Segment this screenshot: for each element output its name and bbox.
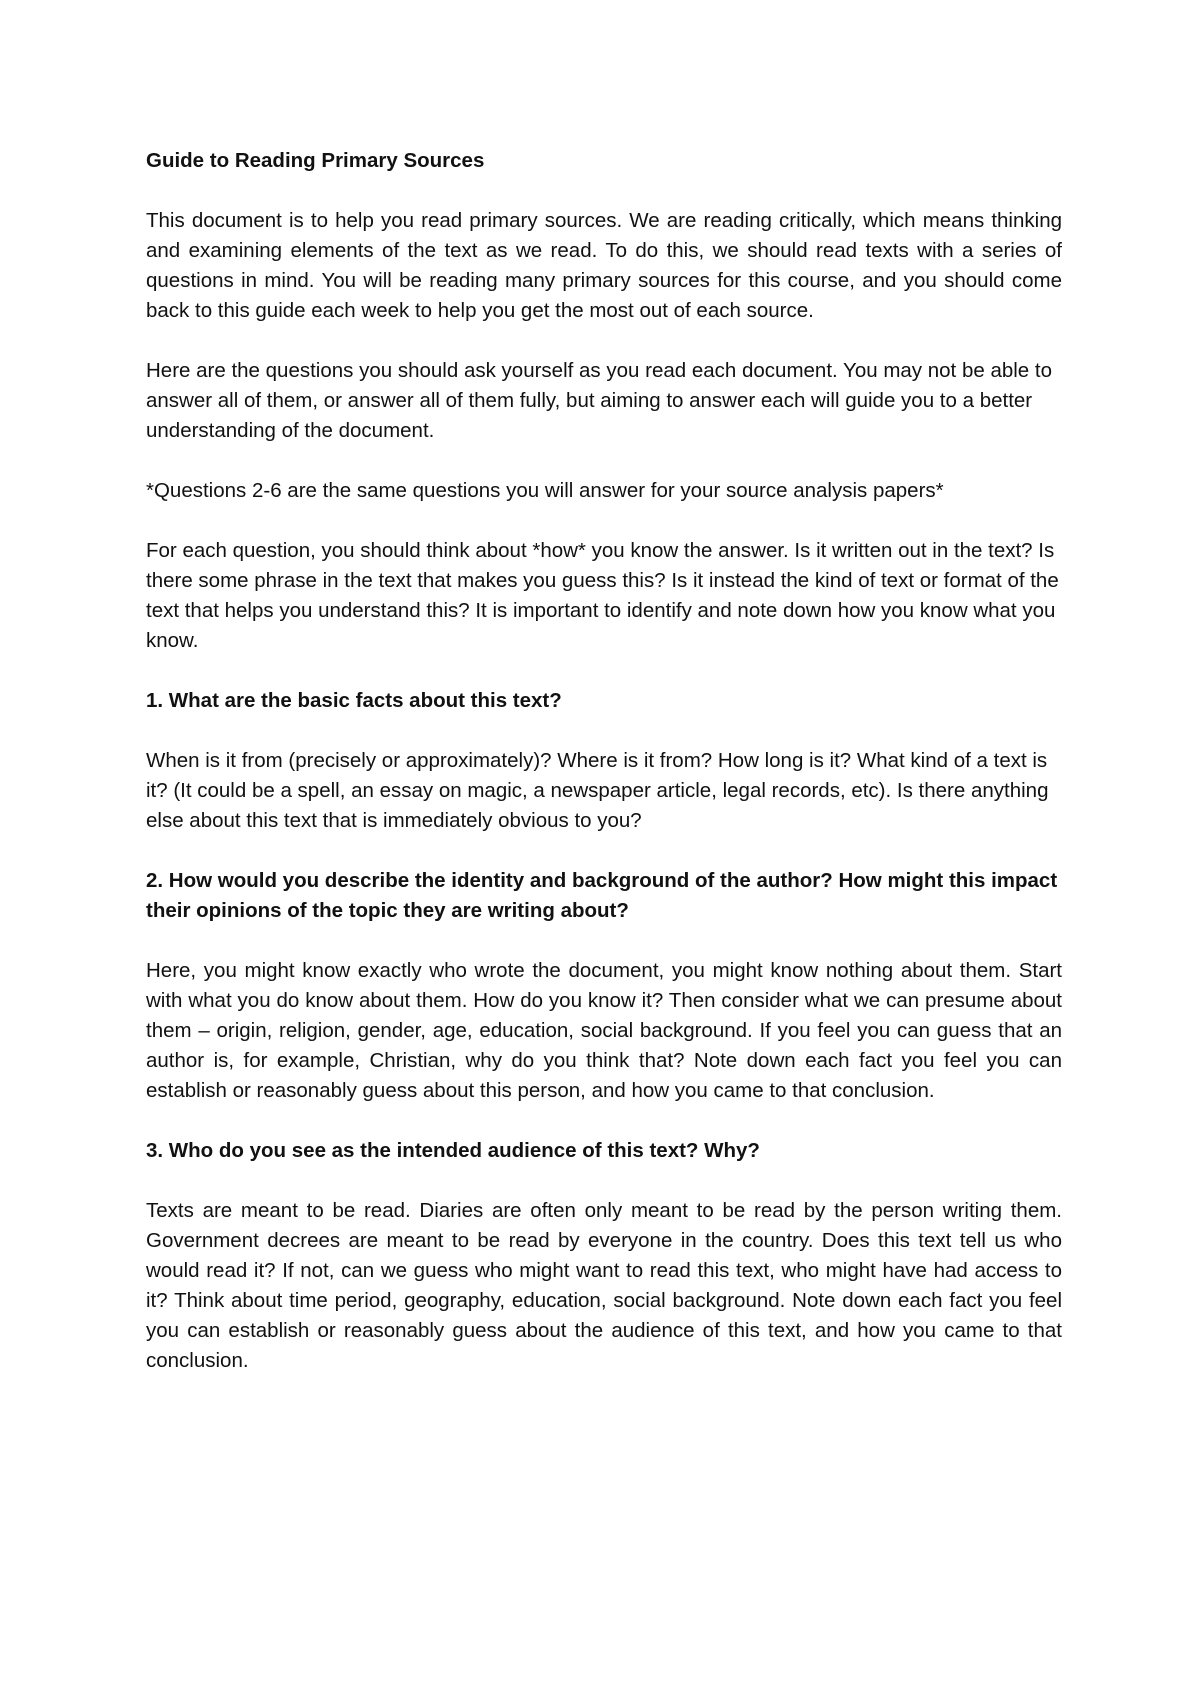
question-3-heading: 3. Who do you see as the intended audience of this text? Why? [146, 1139, 760, 1162]
question-2-heading: 2. How would you describe the identity and background of the author? How might this impact their opinions of the topic they are writing about? [146, 869, 1058, 922]
document-title: Guide to Reading Primary Sources [146, 149, 485, 172]
how-you-know-paragraph: For each question, you should think about *how* you know the answer. Is it written out in the text? Is there some phrase in the text that makes you guess this? Is it instead the kind of text or format of the text that helps you understand this? It is important to identify and note down how you know what you know. [146, 539, 1059, 652]
questions-note: *Questions 2-6 are the same questions you will answer for your source analysis papers* [146, 479, 944, 502]
questions-intro-paragraph: Here are the questions you should ask yourself as you read each document. You may not be able to answer all of them, or answer all of them fully, but aiming to answer each will guide you to a better understanding of the document. [146, 359, 1052, 442]
question-1-body: When is it from (precisely or approximately)? Where is it from? How long is it? What kind of a text is it? (It could be a spell, an essay on magic, a newspaper article, legal records, etc). Is there anything else about this text that is immediately obvious to you? [146, 749, 1049, 832]
question-2-body: Here, you might know exactly who wrote the document, you might know nothing about them. Start with what you do know about them. How do you know it? Then consider what we can presume about them – origin, religion, gender, age, education, social background. If you feel you can guess that an author is, for example, Christian, why do you think that? Note down each fact you feel you can establish or reasonably guess about this person, and how you came to that conclusion. [146, 959, 1062, 1102]
question-1-heading: 1. What are the basic facts about this text? [146, 689, 562, 712]
intro-paragraph: This document is to help you read primary sources. We are reading critically, which means thinking and examining elements of the text as we read. To do this, we should read texts with a series of questions in mind. You will be reading many primary sources for this course, and you should come back to this guide each week to help you get the most out of each source. [146, 209, 1062, 322]
document-body [146, 146, 1062, 1406]
question-3-body: Texts are meant to be read. Diaries are often only meant to be read by the person writing them. Government decrees are meant to be read by everyone in the country. Does this text tell us who would read it? If not, can we guess who might want to read this text, who might have had access to it? Think about time period, geography, education, social background. Note down each fact you feel you can establish or reasonably guess about the audience of this text, and how you came to that conclusion. [146, 1199, 1062, 1372]
